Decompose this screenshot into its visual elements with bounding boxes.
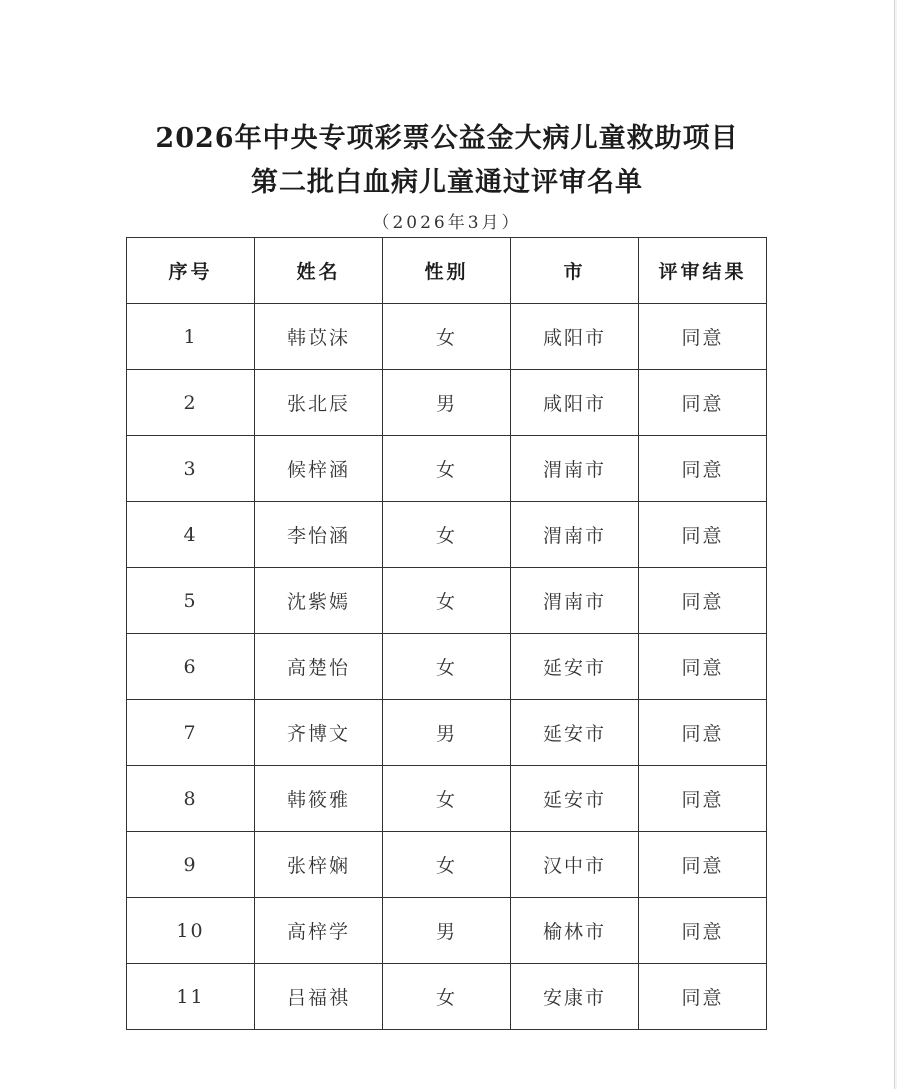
- cell-gender: 女: [383, 436, 511, 502]
- cell-gender: 女: [383, 832, 511, 898]
- cell-index: 2: [127, 370, 255, 436]
- cell-name: 候梓涵: [255, 436, 383, 502]
- table-row: [127, 700, 767, 766]
- table-row: [127, 304, 767, 370]
- cell-name: 韩苡沫: [255, 304, 383, 370]
- cell-result: 同意: [639, 766, 767, 832]
- cell-city: 延安市: [511, 700, 639, 766]
- cell-name: 张北辰: [255, 370, 383, 436]
- cell-gender: 女: [383, 304, 511, 370]
- cell-index: 4: [127, 502, 255, 568]
- cell-index: 7: [127, 700, 255, 766]
- cell-city: 延安市: [511, 634, 639, 700]
- cell-gender: 女: [383, 964, 511, 1030]
- table-row: [127, 568, 767, 634]
- cell-city: 榆林市: [511, 898, 639, 964]
- cell-index: 6: [127, 634, 255, 700]
- cell-result: 同意: [639, 964, 767, 1030]
- table-row: [127, 436, 767, 502]
- cell-result: 同意: [639, 502, 767, 568]
- cell-result: 同意: [639, 568, 767, 634]
- cell-gender: 女: [383, 502, 511, 568]
- cell-city: 安康市: [511, 964, 639, 1030]
- cell-index: 1: [127, 304, 255, 370]
- header-name: 姓名: [255, 238, 383, 304]
- cell-index: 5: [127, 568, 255, 634]
- header-gender: 性别: [383, 238, 511, 304]
- cell-result: 同意: [639, 898, 767, 964]
- cell-gender: 女: [383, 766, 511, 832]
- cell-city: 汉中市: [511, 832, 639, 898]
- cell-result: 同意: [639, 370, 767, 436]
- cell-city: 延安市: [511, 766, 639, 832]
- review-result-table: [126, 237, 767, 1030]
- cell-result: 同意: [639, 700, 767, 766]
- cell-city: 咸阳市: [511, 304, 639, 370]
- cell-name: 高梓学: [255, 898, 383, 964]
- cell-name: 沈紫嫣: [255, 568, 383, 634]
- cell-gender: 男: [383, 898, 511, 964]
- cell-city: 渭南市: [511, 568, 639, 634]
- cell-name: 高楚怡: [255, 634, 383, 700]
- cell-gender: 男: [383, 370, 511, 436]
- cell-index: 10: [127, 898, 255, 964]
- document-title-line-1: 2026年中央专项彩票公益金大病儿童救助项目: [155, 123, 739, 154]
- table-row: [127, 898, 767, 964]
- header-result: 评审结果: [639, 238, 767, 304]
- table-row: [127, 766, 767, 832]
- cell-name: 韩筱雅: [255, 766, 383, 832]
- document-date: （2026年3月）: [372, 213, 522, 233]
- cell-name: 吕福祺: [255, 964, 383, 1030]
- table-row: [127, 370, 767, 436]
- cell-index: 8: [127, 766, 255, 832]
- table-row: [127, 832, 767, 898]
- cell-result: 同意: [639, 436, 767, 502]
- cell-city: 咸阳市: [511, 370, 639, 436]
- cell-city: 渭南市: [511, 502, 639, 568]
- cell-result: 同意: [639, 634, 767, 700]
- header-index: 序号: [127, 238, 255, 304]
- cell-name: 张梓娴: [255, 832, 383, 898]
- cell-gender: 女: [383, 634, 511, 700]
- table-header-row: [127, 238, 767, 304]
- cell-gender: 女: [383, 568, 511, 634]
- cell-name: 李怡涵: [255, 502, 383, 568]
- cell-index: 9: [127, 832, 255, 898]
- cell-city: 渭南市: [511, 436, 639, 502]
- table-row: [127, 502, 767, 568]
- cell-name: 齐博文: [255, 700, 383, 766]
- cell-index: 11: [127, 964, 255, 1030]
- cell-result: 同意: [639, 304, 767, 370]
- cell-gender: 男: [383, 700, 511, 766]
- cell-result: 同意: [639, 832, 767, 898]
- document-title-line-2: 第二批白血病儿童通过评审名单: [251, 167, 643, 198]
- header-city: 市: [511, 238, 639, 304]
- table-row: [127, 634, 767, 700]
- cell-index: 3: [127, 436, 255, 502]
- table-row: [127, 964, 767, 1030]
